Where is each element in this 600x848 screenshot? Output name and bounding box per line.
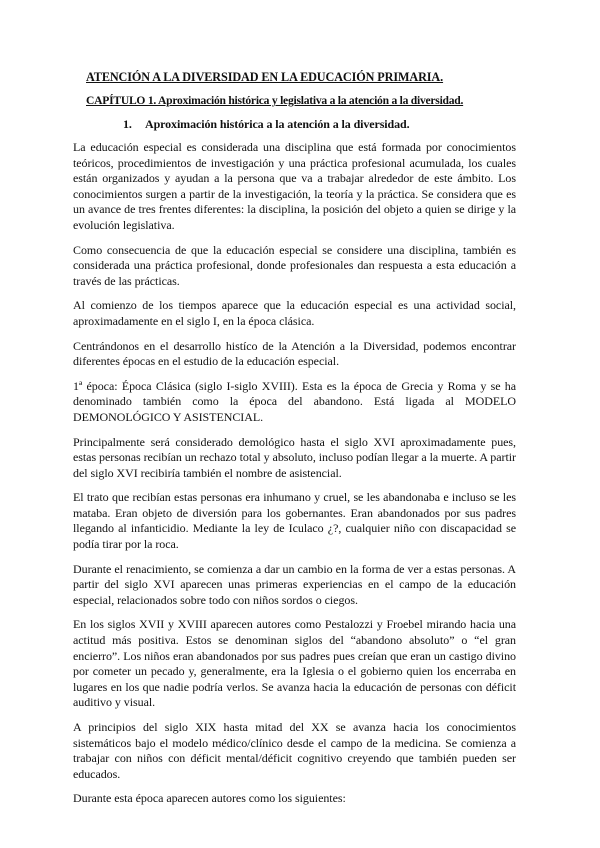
document-page	[73, 68, 516, 816]
paragraph: 1ª época: Época Clásica (siglo I-siglo XVIII). Esta es la época de Grecia y Roma y se ha denominado también como la época del abandono. Está ligada al MODELO DEMONOLÓGICO Y ASISTENCIAL.	[73, 378, 516, 424]
section-title-text: Aproximación histórica a la atención a la diversidad.	[145, 117, 410, 131]
document-title: ATENCIÓN A LA DIVERSIDAD EN LA EDUCACIÓN PRIMARIA.	[86, 70, 444, 84]
paragraph: Durante el renacimiento, se comienza a dar un cambio en la forma de ver a estas personas. A partir del siglo XVI aparecen unas primeras experiencias en el campo de la educación especial, relacionados sobre todo con niños sordos o ciegos.	[73, 561, 516, 607]
body-text	[73, 140, 516, 807]
paragraph: Principalmente será considerado demológico hasta el siglo XVI aproximadamente pues, estas personas recibían un rechazo total y absoluto, incluso podían llegar a la muerte. A partir del siglo XVI recibiría también el nombre de asistencial.	[73, 434, 516, 480]
section-heading	[123, 115, 516, 133]
paragraph: Como consecuencia de que la educación especial se considere una disciplina, también es considerada una práctica profesional, donde profesionales dan respuesta a esta educación a través de las prácticas.	[73, 242, 516, 288]
paragraph: Centrándonos en el desarrollo histíco de la Atención a la Diversidad, podemos encontrar diferentes épocas en el estudio de la educación especial.	[73, 338, 516, 369]
paragraph: A principios del siglo XIX hasta mitad del XX se avanza hacia los conocimientos sistemáticos bajo el modelo médico/clínico desde el campo de la medicina. Se comienza a trabajar con niños con déficit mental/déficit cognitivo creyendo que también pueden ser educados.	[73, 720, 516, 781]
paragraph: El trato que recibían estas personas era inhumano y cruel, se les abandonaba e incluso se les mataba. Eran objeto de diversión para los gobernantes. Eran abandonados por sus padres llegando al infanticidio. Mediante la ley de Iculaco ¿?, cualquier niño con discapacidad se podía tirar por la roca.	[73, 490, 516, 552]
paragraph: La educación especial es considerada una disciplina que está formada por conocimientos teóricos, procedimientos de investigación y una práctica profesional acumulada, los cuales están organizados y ayudan a la persona que va a trabajar alrededor de este ámbito. Los conocimientos surgen a partir de la investigación, la teoría y la práctica. Se considera que es un avance de tres frentes diferentes: la disciplina, la posición del objeto a quien se dirige y la evolución legislativa.	[73, 140, 516, 232]
paragraph: En los siglos XVII y XVIII aparecen autores como Pestalozzi y Froebel mirando hacia una actitud más positiva. Estos se denominan siglos del “abandono absoluto” o “el gran encierro”. Los niños eran abandonados por sus padres pues creían que eran un castigo divino por cometer un pecado y, generalmente, era la Iglesia o el gobierno quien los encerraba en lugares en los que nadie podría verlos. Se avanza hacia la educación de personas con déficit auditivo y visual.	[73, 617, 516, 710]
paragraph: Durante esta época aparecen autores como los siguientes:	[73, 791, 346, 806]
paragraph: Al comienzo de los tiempos aparece que la educación especial es una actividad social, aproximadamente en el siglo I, en la época clásica.	[73, 298, 516, 328]
section-number: 1.	[123, 117, 132, 131]
chapter-heading: CAPÍTULO 1. Aproximación histórica y legislativa a la atención a la diversidad.	[86, 94, 464, 107]
